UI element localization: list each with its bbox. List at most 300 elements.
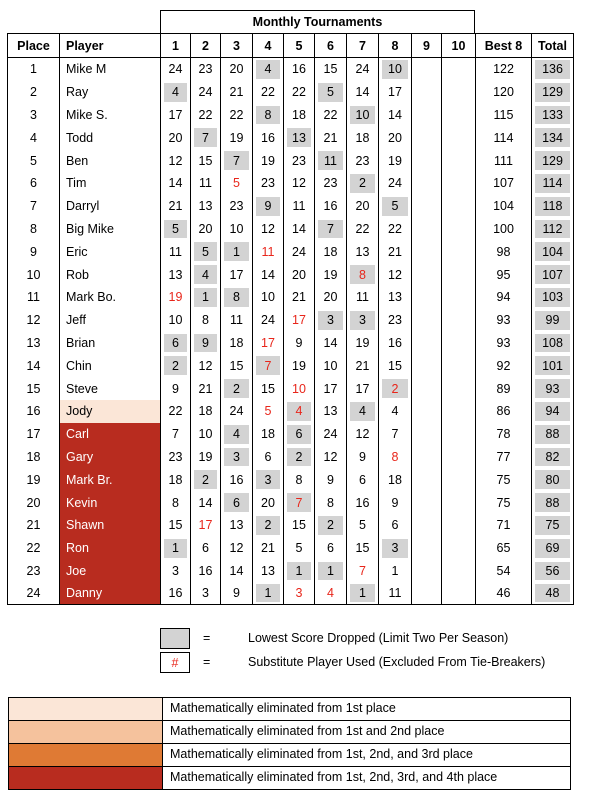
score-cell [252, 582, 283, 605]
score-cell: 18 [283, 104, 314, 127]
score-value: 9 [202, 335, 209, 350]
score-cell: 23 [346, 149, 378, 172]
score-cell: 14 [160, 172, 190, 195]
score-value: 3 [391, 541, 399, 556]
score-cell [314, 149, 346, 172]
player-name: Tim [59, 172, 160, 195]
row-5-best8: 111 [475, 149, 531, 172]
score-value: 7 [202, 130, 209, 145]
score-cell: 20 [220, 58, 252, 81]
score-cell: 14 [314, 332, 346, 355]
score-cell: 17 [314, 377, 346, 400]
column-header-t2: 2 [190, 33, 220, 58]
score-cell: 17 [378, 81, 411, 104]
score-cell [220, 423, 252, 446]
score-cell [190, 240, 220, 263]
total-value: 136 [542, 62, 563, 77]
score-cell [190, 126, 220, 149]
score-cell: 20 [252, 491, 283, 514]
score-cell: 9 [160, 377, 190, 400]
score-cell: 21 [190, 377, 220, 400]
score-cell [378, 195, 411, 218]
score-cell: 11 [190, 172, 220, 195]
score-cell: 24 [346, 58, 378, 81]
score-cell [283, 423, 314, 446]
row-21-place: 21 [7, 514, 59, 537]
score-cell: 17 [190, 514, 220, 537]
player-name: Gary [59, 446, 160, 469]
score-cell: 15 [252, 377, 283, 400]
score-cell: 22 [346, 218, 378, 241]
total-value: 93 [545, 381, 560, 396]
score-value: 10 [388, 62, 402, 77]
row-13-total [531, 332, 574, 355]
player-name: Brian [59, 332, 160, 355]
score-cell: 5 [346, 514, 378, 537]
score-cell: 13 [190, 195, 220, 218]
row-4-place: 4 [7, 126, 59, 149]
player-name: Shawn [59, 514, 160, 537]
score-value: 3 [233, 449, 240, 464]
score-cell: 14 [378, 104, 411, 127]
row-12-place: 12 [7, 309, 59, 332]
score-value: 6 [295, 427, 303, 442]
score-cell: 18 [314, 240, 346, 263]
score-value: 7 [295, 495, 303, 510]
score-cell [441, 149, 475, 172]
total-value: 75 [545, 518, 560, 533]
column-header-t6: 6 [314, 33, 346, 58]
score-cell [411, 309, 441, 332]
equals-sign: = [203, 655, 211, 669]
score-cell: 20 [160, 126, 190, 149]
score-value: 3 [359, 313, 366, 328]
score-cell: 23 [252, 172, 283, 195]
score-cell: 11 [160, 240, 190, 263]
row-3-place: 3 [7, 104, 59, 127]
score-cell [220, 491, 252, 514]
row-20-best8: 75 [475, 491, 531, 514]
score-value: 1 [264, 586, 272, 601]
row-15-place: 15 [7, 377, 59, 400]
score-cell: 15 [346, 537, 378, 560]
score-value: 1 [359, 586, 366, 601]
total-value: 82 [545, 449, 560, 464]
score-cell: 13 [252, 560, 283, 583]
score-cell: 23 [220, 195, 252, 218]
score-cell: 22 [220, 104, 252, 127]
score-value: 4 [295, 404, 303, 419]
score-cell: 21 [252, 537, 283, 560]
score-cell [411, 491, 441, 514]
score-cell [411, 286, 441, 309]
score-cell: 12 [252, 218, 283, 241]
row-16-place: 16 [7, 400, 59, 423]
score-cell [411, 423, 441, 446]
score-cell: 9 [220, 582, 252, 605]
score-cell [441, 195, 475, 218]
score-cell: 18 [346, 126, 378, 149]
player-name: Jody [59, 400, 160, 423]
row-20-total [531, 491, 574, 514]
row-7-total [531, 195, 574, 218]
score-cell: 12 [346, 423, 378, 446]
total-value: 118 [542, 199, 563, 214]
row-8-total [531, 218, 574, 241]
score-cell: 20 [346, 195, 378, 218]
score-cell [441, 172, 475, 195]
score-cell: 9 [314, 468, 346, 491]
column-header-player: Player [59, 33, 160, 58]
total-value: 56 [545, 563, 560, 578]
score-cell: 8 [314, 491, 346, 514]
score-value: 7 [264, 358, 272, 373]
score-cell: 14 [220, 560, 252, 583]
score-cell [314, 309, 346, 332]
column-header-t10: 10 [441, 33, 475, 58]
score-cell [314, 560, 346, 583]
score-cell: 12 [378, 263, 411, 286]
score-value: 9 [264, 199, 272, 214]
score-cell [283, 560, 314, 583]
score-cell: 6 [378, 514, 411, 537]
player-name: Mark Br. [59, 468, 160, 491]
score-value: 1 [233, 244, 240, 259]
score-cell: 14 [190, 491, 220, 514]
score-value: 4 [172, 85, 179, 100]
score-cell [190, 332, 220, 355]
score-cell [441, 286, 475, 309]
score-cell: 13 [346, 240, 378, 263]
score-cell [411, 81, 441, 104]
score-value: 11 [324, 153, 337, 168]
score-cell [190, 286, 220, 309]
player-name: Darryl [59, 195, 160, 218]
row-6-best8: 107 [475, 172, 531, 195]
row-18-best8: 77 [475, 446, 531, 469]
score-cell: 3 [190, 582, 220, 605]
row-22-place: 22 [7, 537, 59, 560]
total-value: 103 [542, 290, 563, 305]
score-cell: 17 [160, 104, 190, 127]
row-12-total [531, 309, 574, 332]
score-cell: 10 [314, 354, 346, 377]
score-cell: 10 [283, 377, 314, 400]
score-value: 5 [202, 244, 209, 259]
score-cell: 24 [283, 240, 314, 263]
score-cell [441, 468, 475, 491]
score-cell [346, 400, 378, 423]
score-cell [346, 263, 378, 286]
score-cell [411, 446, 441, 469]
score-value: 6 [233, 495, 240, 510]
score-cell: 19 [314, 263, 346, 286]
row-24-place: 24 [7, 582, 59, 605]
score-cell: 19 [378, 149, 411, 172]
score-cell [441, 104, 475, 127]
score-cell: 22 [190, 104, 220, 127]
row-9-best8: 98 [475, 240, 531, 263]
score-cell: 21 [314, 126, 346, 149]
score-value: 2 [233, 381, 240, 396]
score-cell: 13 [378, 286, 411, 309]
score-cell [220, 446, 252, 469]
row-22-best8: 65 [475, 537, 531, 560]
score-cell [441, 81, 475, 104]
score-value: 2 [264, 518, 272, 533]
score-cell: 4 [378, 400, 411, 423]
score-value: 1 [202, 290, 209, 305]
player-name: Mark Bo. [59, 286, 160, 309]
score-cell: 24 [252, 309, 283, 332]
score-cell [220, 240, 252, 263]
score-value: 2 [295, 449, 303, 464]
score-cell: 7 [346, 560, 378, 583]
score-cell: 23 [283, 149, 314, 172]
score-cell: 21 [378, 240, 411, 263]
score-cell [252, 354, 283, 377]
score-cell: 4 [314, 582, 346, 605]
row-4-total [531, 126, 574, 149]
score-cell: 18 [252, 423, 283, 446]
score-value: 2 [391, 381, 399, 396]
elimination-legend-text-fourth: Mathematically eliminated from 1st, 2nd, 3rd, and 4th place [170, 770, 498, 784]
row-17-best8: 78 [475, 423, 531, 446]
score-cell: 8 [283, 468, 314, 491]
score-cell [252, 104, 283, 127]
player-name: Todd [59, 126, 160, 149]
score-cell: 9 [346, 446, 378, 469]
score-cell: 19 [190, 446, 220, 469]
elimination-legend-text-second: Mathematically eliminated from 1st and 2nd place [170, 724, 445, 738]
score-cell: 24 [378, 172, 411, 195]
score-cell: 13 [314, 400, 346, 423]
score-cell: 16 [346, 491, 378, 514]
score-cell: 24 [220, 400, 252, 423]
total-value: 101 [542, 358, 563, 373]
score-cell: 5 [220, 172, 252, 195]
score-cell: 20 [190, 218, 220, 241]
score-cell: 24 [190, 81, 220, 104]
player-name: Steve [59, 377, 160, 400]
score-cell: 15 [283, 514, 314, 537]
score-cell [441, 309, 475, 332]
score-cell [220, 377, 252, 400]
score-cell: 6 [252, 446, 283, 469]
score-cell [283, 446, 314, 469]
row-12-best8: 93 [475, 309, 531, 332]
elimination-legend-text-first: Mathematically eliminated from 1st place [170, 701, 396, 715]
score-value: 2 [172, 358, 179, 373]
elimination-legend-text-third: Mathematically eliminated from 1st, 2nd, and 3rd place [170, 747, 473, 761]
score-value: 7 [233, 153, 240, 168]
total-value: 69 [545, 541, 560, 556]
score-cell: 16 [314, 195, 346, 218]
row-9-total [531, 240, 574, 263]
score-cell [411, 560, 441, 583]
score-value: 4 [264, 62, 272, 77]
score-cell [378, 58, 411, 81]
score-cell: 5 [252, 400, 283, 423]
row-20-place: 20 [7, 491, 59, 514]
score-cell: 3 [283, 582, 314, 605]
row-22-total [531, 537, 574, 560]
row-17-place: 17 [7, 423, 59, 446]
score-cell [411, 126, 441, 149]
score-cell [346, 172, 378, 195]
row-11-place: 11 [7, 286, 59, 309]
score-cell [252, 468, 283, 491]
score-cell: 22 [160, 400, 190, 423]
score-cell [441, 400, 475, 423]
player-name: Ben [59, 149, 160, 172]
score-cell: 11 [346, 286, 378, 309]
total-value: 112 [542, 221, 563, 236]
dropped-swatch [160, 628, 190, 649]
row-11-best8: 94 [475, 286, 531, 309]
row-19-place: 19 [7, 468, 59, 491]
substitute-swatch [160, 652, 190, 673]
score-value: 2 [359, 176, 366, 191]
score-cell: 18 [160, 468, 190, 491]
equals-sign: = [203, 631, 211, 645]
row-24-best8: 46 [475, 582, 531, 605]
score-cell: 15 [378, 354, 411, 377]
row-1-place: 1 [7, 58, 59, 81]
score-cell: 11 [283, 195, 314, 218]
row-23-place: 23 [7, 560, 59, 583]
total-value: 108 [542, 335, 563, 350]
row-4-best8: 114 [475, 126, 531, 149]
total-value: 99 [545, 313, 560, 328]
score-cell: 8 [190, 309, 220, 332]
score-cell: 6 [314, 537, 346, 560]
score-value: 5 [327, 85, 334, 100]
score-cell [441, 354, 475, 377]
player-name: Eric [59, 240, 160, 263]
score-value: 13 [292, 130, 306, 145]
score-cell [252, 514, 283, 537]
score-value: 8 [233, 290, 240, 305]
score-cell: 8 [160, 491, 190, 514]
row-8-best8: 100 [475, 218, 531, 241]
score-cell: 21 [283, 286, 314, 309]
score-cell: 13 [160, 263, 190, 286]
player-name: Kevin [59, 491, 160, 514]
elimination-swatch-first [8, 697, 163, 721]
row-6-total [531, 172, 574, 195]
score-cell [160, 537, 190, 560]
score-cell [411, 149, 441, 172]
score-cell: 11 [252, 240, 283, 263]
row-23-total [531, 560, 574, 583]
score-cell [411, 582, 441, 605]
score-cell: 11 [378, 582, 411, 605]
row-13-best8: 93 [475, 332, 531, 355]
score-cell [252, 58, 283, 81]
player-name: Joe [59, 560, 160, 583]
total-value: 88 [545, 427, 560, 442]
score-cell [190, 263, 220, 286]
score-cell: 8 [378, 446, 411, 469]
row-2-total [531, 81, 574, 104]
score-cell [411, 400, 441, 423]
total-value: 129 [542, 85, 563, 100]
score-cell [441, 491, 475, 514]
score-value: 10 [355, 107, 370, 122]
row-10-total [531, 263, 574, 286]
score-cell [411, 218, 441, 241]
score-cell: 10 [252, 286, 283, 309]
score-cell [441, 263, 475, 286]
row-13-place: 13 [7, 332, 59, 355]
score-cell [283, 126, 314, 149]
score-cell: 17 [220, 263, 252, 286]
score-cell: 24 [160, 58, 190, 81]
row-3-best8: 115 [475, 104, 531, 127]
score-cell: 15 [190, 149, 220, 172]
total-value: 48 [545, 586, 560, 601]
row-2-place: 2 [7, 81, 59, 104]
score-cell [441, 218, 475, 241]
row-16-total [531, 400, 574, 423]
score-cell: 19 [252, 149, 283, 172]
column-header-t8: 8 [378, 33, 411, 58]
score-cell: 16 [220, 468, 252, 491]
row-18-place: 18 [7, 446, 59, 469]
row-6-place: 6 [7, 172, 59, 195]
row-19-total [531, 468, 574, 491]
score-cell [441, 332, 475, 355]
column-header-t9: 9 [411, 33, 441, 58]
score-value: 8 [359, 267, 366, 282]
elimination-swatch-third [8, 743, 163, 767]
score-value: 4 [359, 404, 366, 419]
score-cell: 17 [346, 377, 378, 400]
player-name: Jeff [59, 309, 160, 332]
column-header-t7: 7 [346, 33, 378, 58]
score-cell: 16 [283, 58, 314, 81]
score-value: 2 [327, 518, 334, 533]
score-cell: 10 [160, 309, 190, 332]
player-name: Rob [59, 263, 160, 286]
score-cell: 20 [314, 286, 346, 309]
player-name: Danny [59, 582, 160, 605]
column-header-total: Total [531, 33, 574, 58]
score-cell [411, 332, 441, 355]
row-24-total [531, 582, 574, 605]
score-cell [160, 354, 190, 377]
score-cell: 16 [190, 560, 220, 583]
total-value: 134 [542, 130, 563, 145]
row-23-best8: 54 [475, 560, 531, 583]
score-cell: 7 [378, 423, 411, 446]
row-3-total [531, 104, 574, 127]
score-cell: 23 [314, 172, 346, 195]
score-cell: 1 [378, 560, 411, 583]
score-cell [411, 537, 441, 560]
total-value: 114 [542, 176, 563, 191]
score-cell: 19 [220, 126, 252, 149]
score-cell [441, 446, 475, 469]
score-cell: 16 [252, 126, 283, 149]
score-cell: 24 [314, 423, 346, 446]
score-cell [411, 240, 441, 263]
row-5-place: 5 [7, 149, 59, 172]
score-cell [220, 286, 252, 309]
total-value: 107 [542, 267, 563, 282]
score-cell: 14 [283, 218, 314, 241]
